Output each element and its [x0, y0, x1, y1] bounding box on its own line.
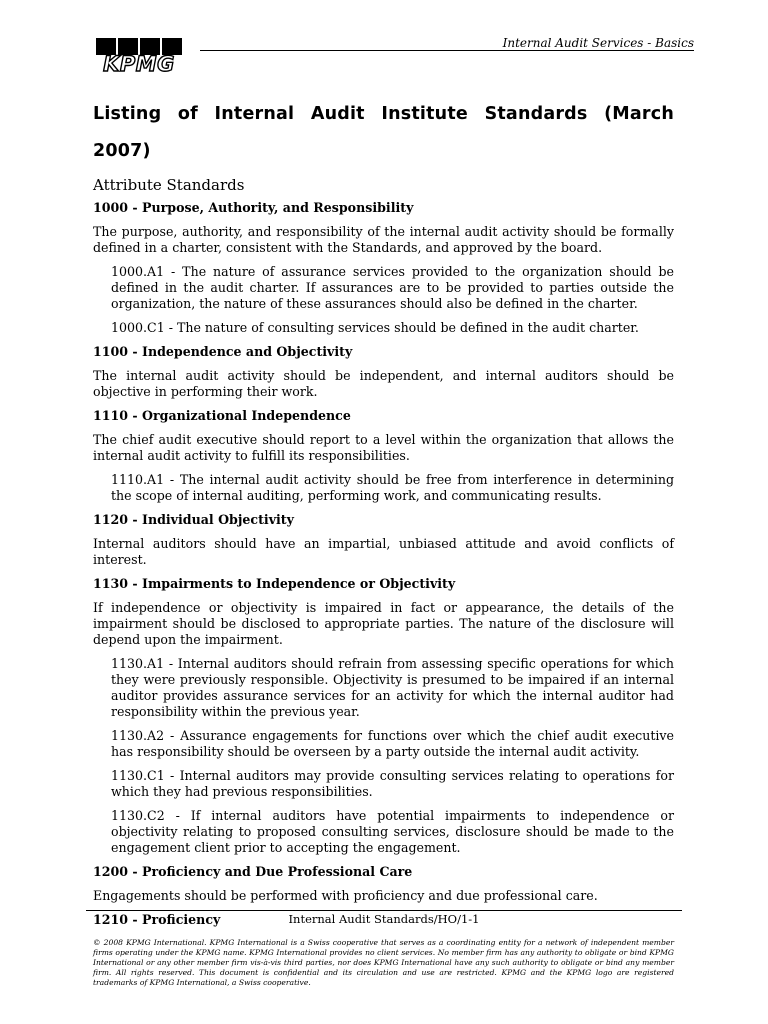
header-title: Internal Audit Services - Basics [502, 36, 694, 50]
header-rule [200, 50, 694, 51]
standard-heading: 1210 - Proficiency [93, 912, 221, 927]
standard-clause: 1110.A1 - The internal audit activity should be free from interference in determining the scope of internal auditing, performing work, and communicating results. [111, 472, 674, 503]
standard-clause: 1000.A1 - The nature of assurance services provided to the organization should be defined in the audit charter. If assurances are to be provided to parties outside the organization, the nature of these assurances should also be defined in the charter. [111, 264, 674, 311]
standard-heading: 1120 - Individual Objectivity [93, 512, 294, 527]
logo-lettering: KPMG [103, 52, 175, 74]
standard-heading: 1000 - Purpose, Authority, and Responsibility [93, 200, 414, 215]
standard-clause: 1130.A2 - Assurance engagements for functions over which the chief audit executive has responsibility should be overseen by a party outside the internal audit activity. [111, 728, 674, 759]
footer-reference: Internal Audit Standards/HO/1-1 [288, 912, 480, 926]
standard-heading: 1200 - Proficiency and Due Professional Care [93, 864, 413, 879]
footer-rule [86, 910, 682, 911]
standard-clause: 1130.A1 - Internal auditors should refrain from assessing specific operations for which they were previously responsible. Objectivity is presumed to be impaired if an internal auditor provides assurance services for an activity for which the internal auditor had responsibility within the previous year. [111, 656, 674, 719]
standard-paragraph: Engagements should be performed with proficiency and due professional care. [93, 888, 598, 903]
section-heading: Attribute Standards [93, 176, 245, 194]
copyright-notice: © 2008 KPMG International. KPMG International is a Swiss cooperative that serves as a coordinating entity for a network of independent member firms operating under the KPMG name. KPMG International provides no client services. No member firm has any authority to obligate or bind KPMG International or any other member firm vis-à-vis third parties, nor does KPMG International have any such authority to obligate or bind any member firm. All rights reserved. This document is confidential and its circulation and use are restricted. KPMG and the KPMG logo are registered trademarks of KPMG International, a Swiss cooperative. [93, 938, 674, 987]
kpmg-logo [94, 38, 184, 74]
standard-clause: 1000.C1 - The nature of consulting services should be defined in the audit charter. [111, 320, 639, 335]
document-body [93, 96, 674, 936]
standard-heading: 1110 - Organizational Independence [93, 408, 351, 423]
standard-paragraph: The chief audit executive should report to a level within the organization that allows the internal audit activity to fulfill its responsibilities. [93, 432, 674, 463]
standard-heading: 1130 - Impairments to Independence or Objectivity [93, 576, 456, 591]
page-title: Listing of Internal Audit Institute Standards (March 2007) [93, 104, 674, 161]
standard-clause: 1130.C2 - If internal auditors have potential impairments to independence or objectivity relating to proposed consulting services, disclosure should be made to the engagement client prior to accepting the engagement. [111, 808, 674, 855]
standard-heading: 1100 - Independence and Objectivity [93, 344, 353, 359]
standard-paragraph: The internal audit activity should be independent, and internal auditors should be objective in performing their work. [93, 368, 674, 399]
standard-paragraph: If independence or objectivity is impaired in fact or appearance, the details of the impairment should be disclosed to appropriate parties. The nature of the disclosure will depend upon the impairment. [93, 600, 674, 647]
standards-list [93, 200, 674, 928]
standard-clause: 1130.C1 - Internal auditors may provide consulting services relating to operations for which they had previous responsibilities. [111, 768, 674, 799]
standard-paragraph: The purpose, authority, and responsibility of the internal audit activity should be formally defined in a charter, consistent with the Standards, and approved by the board. [93, 224, 674, 255]
standard-paragraph: Internal auditors should have an impartial, unbiased attitude and avoid conflicts of interest. [93, 536, 674, 567]
